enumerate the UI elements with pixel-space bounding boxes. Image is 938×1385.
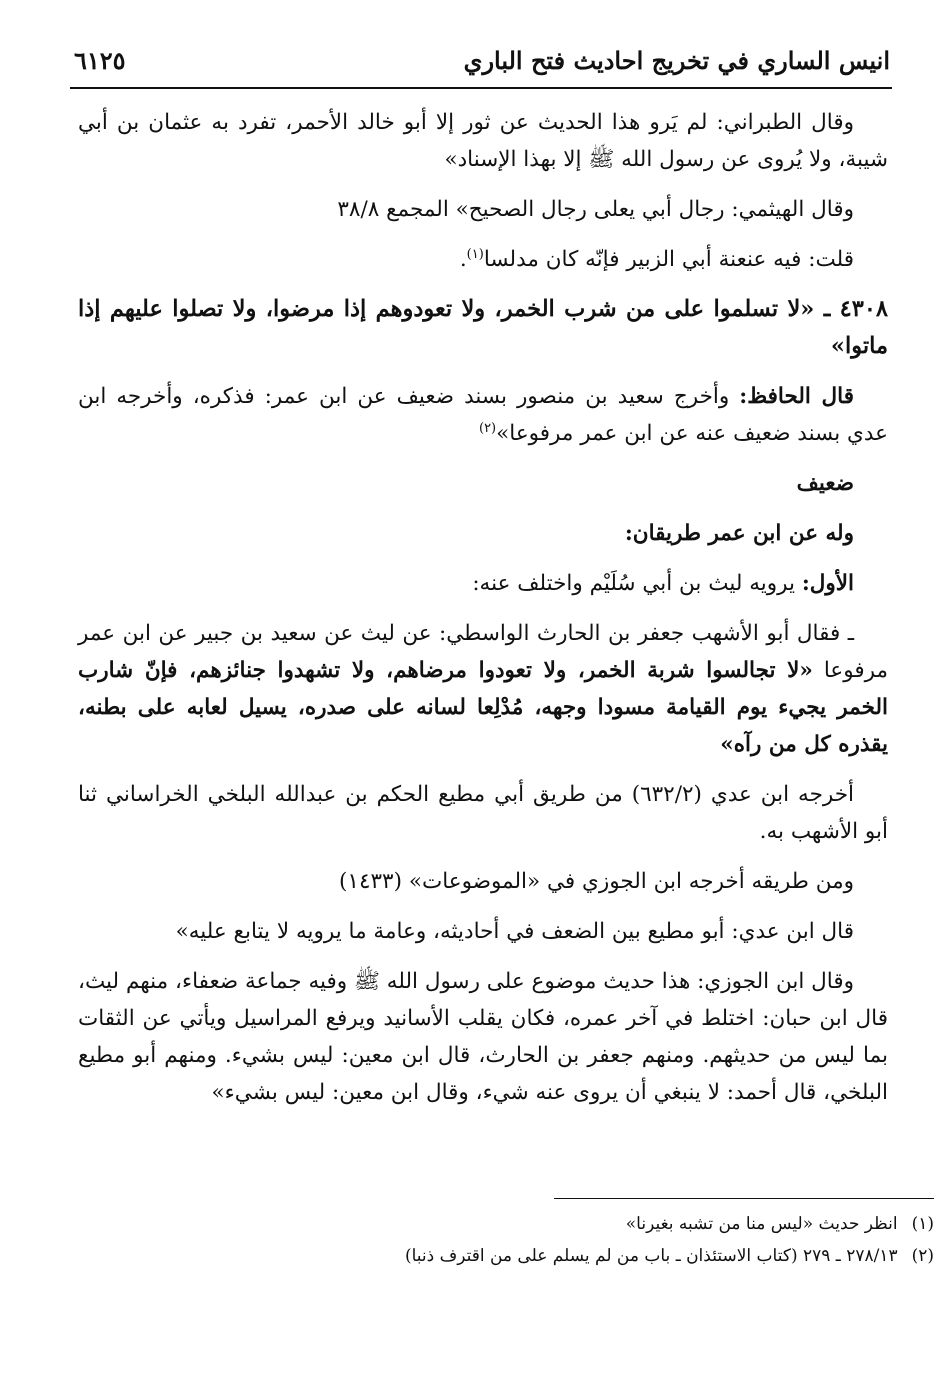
header-title: انيس الساري في تخريج احاديث فتح الباري	[463, 46, 890, 75]
running-header	[70, 38, 892, 82]
hafiz-label: قال الحافظ:	[739, 384, 855, 409]
footnote-rule	[554, 1198, 934, 1199]
footnote-2	[8, 1240, 934, 1272]
first-route-label: الأول:	[801, 571, 854, 596]
header-rule	[70, 87, 892, 89]
comment-text: قلت: فيه عنعنة أبي الزبير فإنّه كان مدلسا	[483, 247, 854, 272]
hadith-grade: ضعيف	[796, 471, 854, 496]
main-text	[78, 104, 888, 1124]
abu-ashhab-text: ـ فقال أبو الأشهب جعفر بن الحارث الواسطي: عن ليث عن سعيد بن جبير عن ابن عمر مرفوعا	[78, 621, 888, 683]
footnote-text: ٢٧٨/١٣ ـ ٢٧٩ (كتاب الاستئذان ـ باب من لم يسلم على من اقترف ذنبا)	[404, 1246, 898, 1266]
paragraph-ibn-jawzi-comment: وقال ابن الجوزي: هذا حديث موضوع على رسول الله ﷺ وفيه جماعة ضعفاء، منهم ليث، قال ابن حبان: اختلط في آخر عمره، فكان يقلب الأسانيد ويرفع المراسيل ويأتي عن الثقات بما ليس من حديثهم. ومنهم جعفر بن الحارث، قال ابن معين: ليس بشيء. ومنهم أبو مطيع البلخي، قال أحمد: لا ينبغي أن يروى عنه شيء، وقال ابن معين: ليس بشيء»	[78, 969, 888, 1105]
hafiz-text: وأخرج سعيد بن منصور بسند ضعيف عن ابن عمر: فذكره، وأخرجه ابن عدي بسند ضعيف عنه عن ابن عمر مرفوعا»	[78, 384, 888, 446]
paragraph-ibn-adi-takhrij: أخرجه ابن عدي (٦٣٢/٢) من طريق أبي مطيع الحكم بن عبدالله البلخي الخراساني ثنا أبو الأشهب به.	[78, 782, 888, 844]
hadith-text: ٤٣٠٨ ـ «لا تسلموا على من شرب الخمر، ولا تعودوهم إذا مرضوا، ولا تصلوا عليهم إذا ماتوا»	[78, 296, 888, 359]
abu-ashhab-hadith: «لا تجالسوا شربة الخمر، ولا تعودوا مرضاهم، ولا تشهدوا جنائزهم، فإنّ شارب الخمر يجيء يوم القيامة مسودا وجهه، مُدْلِعا لسانه على صدره، يسيل لعابه على بطنه، يقذره كل من رآه»	[78, 658, 888, 757]
paragraph-hafiz	[78, 378, 888, 452]
comment-end: .	[459, 247, 467, 272]
paragraph-abu-ashhab	[78, 615, 888, 763]
footnote-text: انظر حديث «ليس منا من تشبه بغيرنا»	[625, 1214, 898, 1234]
paragraph-first-route	[78, 565, 888, 602]
footnote-number: (١)	[911, 1214, 934, 1234]
paragraph-comment	[78, 241, 888, 278]
paragraph-ibn-jawzi-source: ومن طريقه أخرجه ابن الجوزي في «الموضوعات» (١٤٣٣)	[339, 869, 854, 894]
paragraph-ibn-adi-comment: قال ابن عدي: أبو مطيع بين الضعف في أحاديثه، وعامة ما يرويه لا يتابع عليه»	[175, 919, 854, 944]
footnote-1	[8, 1208, 934, 1240]
paragraph-haythami: وقال الهيثمي: رجال أبي يعلى رجال الصحيح» المجمع ٣٨/٨	[337, 197, 854, 222]
footnote-ref-2[interactable]: (٢)	[478, 420, 497, 436]
book-page	[70, 38, 892, 1338]
page-number: ٦١٢٥	[74, 46, 126, 75]
footnote-ref-1[interactable]: (١)	[466, 246, 484, 262]
paragraph-tabarani: وقال الطبراني: لم يَرو هذا الحديث عن ثور إلا أبو خالد الأحمر، تفرد به عثمان بن أبي شيبة، ولا يُروى عن رسول الله ﷺ إلا بهذا الإسناد»	[78, 110, 888, 172]
footnote-number: (٢)	[911, 1246, 934, 1266]
first-route-text: يرويه ليث بن أبي سُلَيْم واختلف عنه:	[472, 571, 795, 596]
routes-heading: وله عن ابن عمر طريقان:	[624, 521, 854, 546]
footnotes	[8, 1208, 934, 1272]
